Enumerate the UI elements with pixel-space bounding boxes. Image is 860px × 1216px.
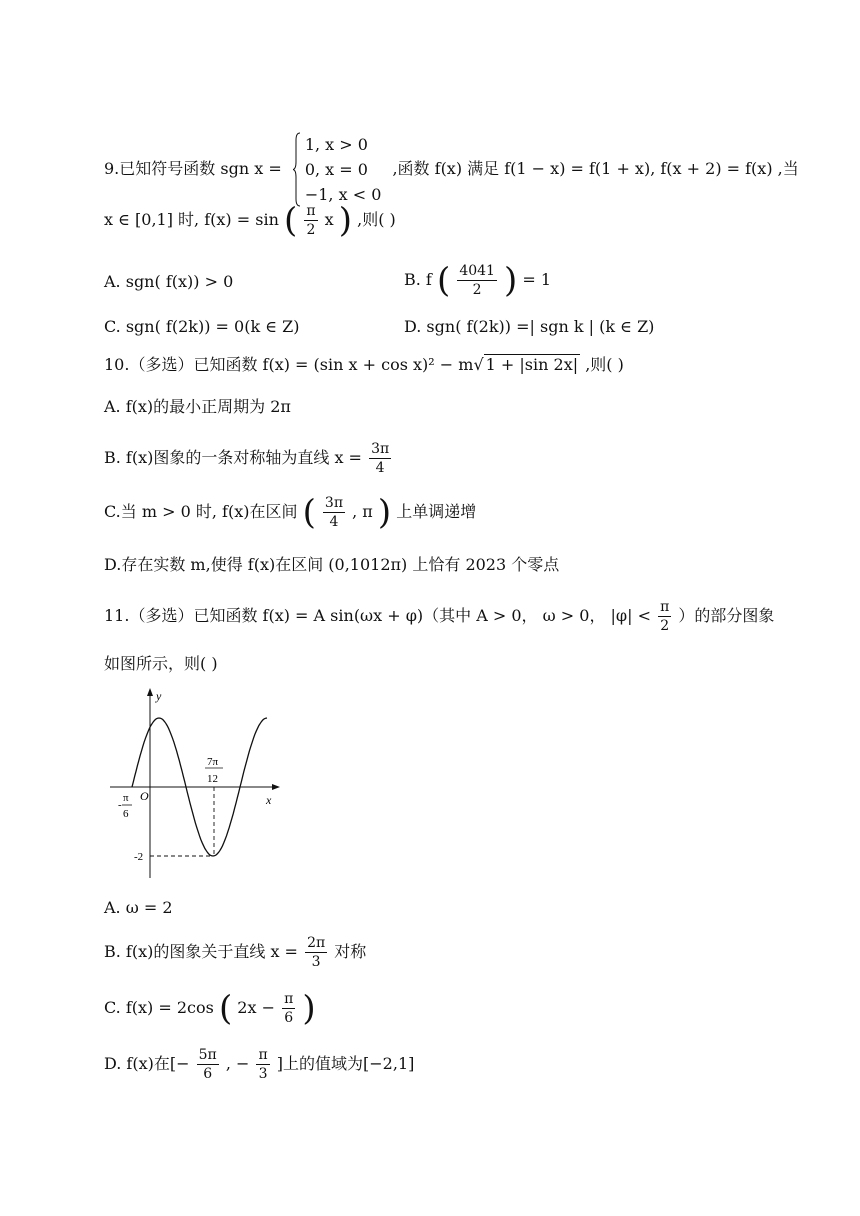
q11-line1-suffix: ）的部分图象 xyxy=(678,606,775,625)
fraction-num: π xyxy=(660,599,670,615)
sqrt-body: 1 + |sin 2x| xyxy=(485,355,579,374)
q9-middle: ,函数 f(x) 满足 f(1 − x) = f(1 + x), f(x + 2) = f(x) ,当 xyxy=(392,159,799,178)
q10-stem xyxy=(104,355,624,375)
case-2: 0, x = 0 xyxy=(304,160,368,179)
q11-option-b-prefix: B. f(x)的图象关于直线 x = xyxy=(104,942,298,961)
fraction xyxy=(256,1046,269,1083)
y-axis-label: y xyxy=(156,689,162,703)
q9-option-b xyxy=(404,262,551,299)
left-paren-icon: ( xyxy=(302,492,316,533)
q11-option-d-mid: , − xyxy=(225,1054,250,1073)
fraction-num: 2π xyxy=(307,935,326,951)
q11-option-b xyxy=(104,934,366,971)
q11-line2: 如图所示，则( ) xyxy=(104,654,218,673)
q11-option-b-suffix: 对称 xyxy=(334,942,367,961)
fraction-num: 3π xyxy=(324,495,344,511)
q11-option-c-prefix: C. f(x) = 2cos xyxy=(104,998,214,1017)
fraction-den: 2 xyxy=(472,282,482,298)
fraction-num: π xyxy=(258,1047,268,1063)
fraction-den: 6 xyxy=(284,1010,294,1026)
q11-option-d xyxy=(104,1046,414,1083)
sqrt-icon: √ xyxy=(473,355,484,374)
q11-option-d-prefix: D. f(x)在[− xyxy=(104,1054,190,1073)
fraction xyxy=(369,440,391,477)
fraction-num: 5π xyxy=(198,1047,217,1063)
x-axis-arrow-icon xyxy=(272,784,280,790)
q9-option-d: D. sgn( f(2k)) =| sgn k | (k ∈ Z) xyxy=(404,317,655,336)
case-1: 1, x > 0 xyxy=(304,135,368,154)
q10-option-c-prefix: C.当 m > 0 时, f(x)在区间 xyxy=(104,502,298,521)
q9-option-b-prefix: B. f xyxy=(404,270,432,289)
q9-line2-a: x ∈ [0,1] 时, f(x) = sin xyxy=(104,210,279,229)
fraction xyxy=(282,990,295,1027)
q9-option-c: C. sgn( f(2k)) = 0(k ∈ Z) xyxy=(104,317,300,336)
fraction-den: 2 xyxy=(660,618,670,634)
mark-num: 7π xyxy=(207,756,219,768)
q11-option-c-inner: 2x − xyxy=(237,998,275,1017)
right-paren-icon: ) xyxy=(302,988,316,1029)
q10-option-d: D.存在实数 m,使得 f(x)在区间 (0,1012π) 上恰有 2023 个零点 xyxy=(104,555,560,574)
q9-line1 xyxy=(104,132,799,207)
q10-suffix: ,则( ) xyxy=(585,355,624,374)
x-axis-label: x xyxy=(266,793,272,807)
q9-option-a: A. sgn( f(x)) > 0 xyxy=(104,272,234,291)
q11-option-c xyxy=(104,990,316,1027)
right-paren-icon: ) xyxy=(338,200,353,241)
left-zero-sign: - xyxy=(118,799,122,811)
sgn-def: sgn x = xyxy=(220,159,282,178)
q9-option-b-suffix: = 1 xyxy=(522,270,552,289)
q10-option-a: A. f(x)的最小正周期为 2π xyxy=(104,397,291,416)
q11-line1-prefix: 11.（多选）已知函数 f(x) = A sin(ωx + φ)（其中 A > 0， ω > 0， |φ| < xyxy=(104,606,652,625)
q10-option-b xyxy=(104,440,393,477)
fraction xyxy=(197,1046,219,1083)
q10-option-c-mid: , π xyxy=(352,502,373,521)
right-paren-icon: ) xyxy=(504,260,518,301)
sgn-cases xyxy=(293,132,382,207)
fraction xyxy=(305,934,327,971)
case-3: −1, x < 0 xyxy=(304,185,382,204)
y-axis-arrow-icon xyxy=(147,688,153,696)
left-brace-icon xyxy=(293,132,301,207)
sine-graph xyxy=(110,684,290,884)
fraction xyxy=(457,262,497,299)
q11-option-d-suffix: ]上的值域为[−2,1] xyxy=(276,1054,415,1073)
left-paren-icon: ( xyxy=(218,988,233,1029)
fraction-den: 2 xyxy=(306,222,316,238)
q10-option-b-prefix: B. f(x)图象的一条对称轴为直线 x = xyxy=(104,448,362,467)
q9-prefix: 9.已知符号函数 xyxy=(104,159,216,178)
q10-prefix: 10.（多选）已知函数 f(x) = (sin x + cos x)² − m xyxy=(104,355,474,374)
q11-stem xyxy=(104,598,774,635)
q9-line2-b: x xyxy=(324,210,334,229)
fraction-den: 3 xyxy=(258,1066,268,1082)
fraction xyxy=(658,598,671,635)
right-paren-icon: ) xyxy=(377,492,392,533)
fraction-num: π xyxy=(306,203,316,219)
mark-den: 12 xyxy=(207,773,218,785)
fraction-num: 4041 xyxy=(459,263,495,279)
q10-option-c xyxy=(104,494,476,531)
left-paren-icon: ( xyxy=(436,260,451,301)
fraction-den: 6 xyxy=(203,1066,213,1082)
fraction-den: 3 xyxy=(311,954,321,970)
fraction-den: 4 xyxy=(329,514,339,530)
q9-line2-end: ,则( ) xyxy=(357,210,396,229)
fraction-den: 4 xyxy=(375,460,385,476)
origin-label: O xyxy=(140,789,149,803)
left-zero-num: π xyxy=(123,792,129,804)
fraction-num: 3π xyxy=(371,441,390,457)
fraction xyxy=(323,494,345,531)
min-label: -2 xyxy=(134,851,144,863)
left-paren-icon: ( xyxy=(283,200,298,241)
q11-option-a: A. ω = 2 xyxy=(104,898,173,917)
fraction xyxy=(304,202,317,239)
fraction-num: π xyxy=(284,991,294,1007)
left-zero-den: 6 xyxy=(123,808,129,820)
q10-option-c-suffix: 上单调递增 xyxy=(396,502,477,521)
q9-line2 xyxy=(104,202,396,239)
